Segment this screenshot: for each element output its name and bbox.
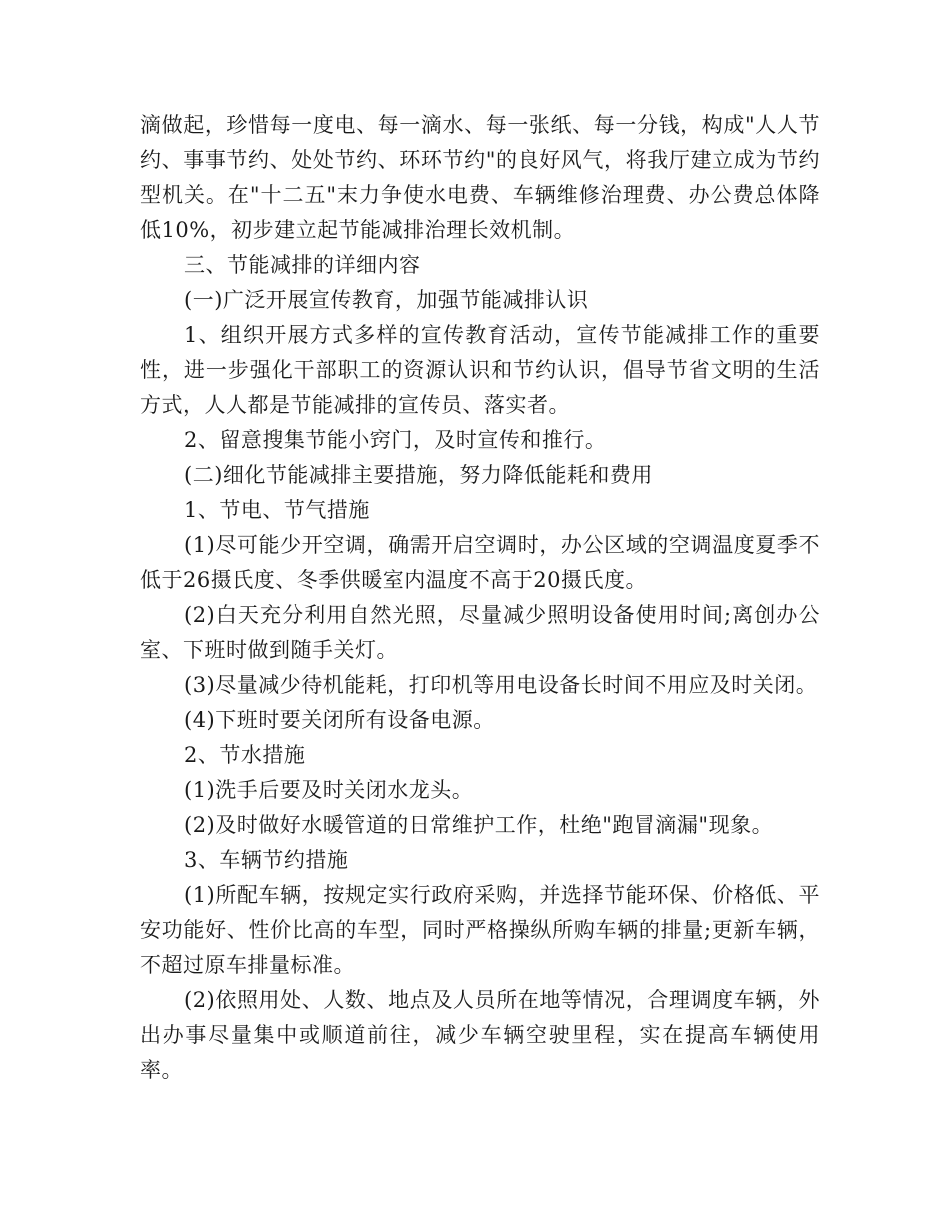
list-item: (3)尽量减少待机能耗，打印机等用电设备长时间不用应及时关闭。 <box>184 673 818 697</box>
measure-heading-water: 2、节水措施 <box>184 743 306 767</box>
section-heading-3: 三、节能减排的详细内容 <box>184 253 421 277</box>
paragraph-1: 滴做起，珍惜每一度电、每一滴水、每一张纸、每一分钱，构成"人人节约、事事节约、处处节约、环环节约"的良好风气，将我厅建立成为节约型机关。在"十二五"末力争使水电费、车辆维修治理费、办公费总体降低10%，初步建立起节能减排治理长效机制。 <box>140 113 820 242</box>
list-item: (1)尽可能少开空调，确需开启空调时，办公区域的空调温度夏季不低于26摄氏度、冬季供暖室内温度不高于20摄氏度。 <box>140 533 820 592</box>
list-item: 1、组织开展方式多样的宣传教育活动，宣传节能减排工作的重要性，进一步强化干部职工的资源认识和节约认识，倡导节省文明的生活方式，人人都是节能减排的宣传员、落实者。 <box>140 323 820 417</box>
list-item: (2)依照用处、人数、地点及人员所在地等情况，合理调度车辆，外出办事尽量集中或顺道前往，减少车辆空驶里程，实在提高车辆使用率。 <box>140 988 820 1082</box>
list-item: (1)洗手后要及时关闭水龙头。 <box>184 778 474 802</box>
list-item: (4)下班时要关闭所有设备电源。 <box>184 708 495 732</box>
list-item: (1)所配车辆，按规定实行政府采购，并选择节能环保、价格低、平安功能好、性价比高的车型，同时严格操纵所购车辆的排量;更新车辆，不超过原车排量标准。 <box>140 883 820 977</box>
document-body <box>140 108 820 1088</box>
list-item: (2)及时做好水暖管道的日常维护工作，杜绝"跑冒滴漏"现象。 <box>184 813 774 837</box>
list-item: 2、留意搜集节能小窍门，及时宣传和推行。 <box>184 428 607 452</box>
measure-heading-vehicle: 3、车辆节约措施 <box>184 848 349 872</box>
measure-heading-power: 1、节电、节气措施 <box>184 498 370 522</box>
subsection-heading-1: (一)广泛开展宣传教育，加强节能减排认识 <box>184 288 589 312</box>
list-item: (2)白天充分利用自然光照，尽量减少照明设备使用时间;离创办公室、下班时做到随手关灯。 <box>140 603 820 662</box>
subsection-heading-2: (二)细化节能减排主要措施，努力降低能耗和费用 <box>184 463 653 487</box>
